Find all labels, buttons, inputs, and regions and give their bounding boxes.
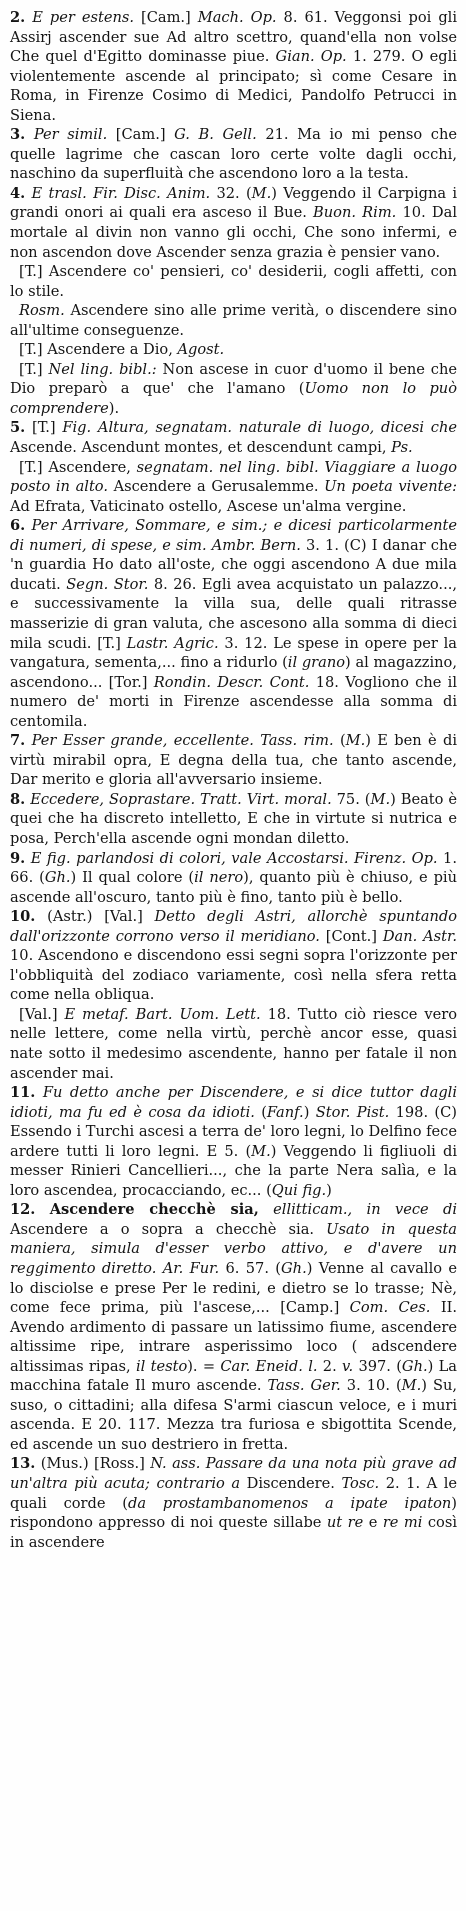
body-text: ) La macchina fatale Il muro ascende. xyxy=(10,1357,457,1395)
sense-paragraph xyxy=(10,458,457,517)
body-text: [T.] xyxy=(19,360,49,378)
body-text: ) Beato è quei che ha discreto intelletto, E che in virtute si nutrica e posa, Perch'ella ascende ogni mondan diletto. xyxy=(10,790,458,847)
body-text: ) al magazzino, ascendono... [Tor.] xyxy=(10,654,457,691)
body-text: ) xyxy=(303,1103,316,1121)
italic-gloss-text: Tosc. xyxy=(341,1475,380,1493)
sense-number: 3. xyxy=(10,126,26,144)
body-text: Ad Efrata, Vaticinato ostello, Ascese un'alma vergine. xyxy=(10,497,407,515)
sense-paragraph xyxy=(10,790,457,849)
italic-gloss-text: Car. Eneid. xyxy=(220,1357,303,1375)
dictionary-entry-ascendere xyxy=(10,8,457,1552)
italic-gloss-text: Rondin. Descr. Cont. xyxy=(153,673,310,691)
bold-headword-text: Ascendere checchè sia, xyxy=(49,1201,259,1219)
italic-gloss-text: Tass. Ger. xyxy=(267,1377,341,1395)
italic-gloss-text: G. B. Gell. xyxy=(174,126,257,144)
sense-paragraph xyxy=(10,360,457,419)
italic-gloss-text: ut re xyxy=(326,1514,364,1532)
sense-number: 6. xyxy=(10,517,26,535)
sense-paragraph xyxy=(10,1005,457,1083)
italic-gloss-text: Qui fig. xyxy=(271,1181,327,1199)
sense-number: 10. xyxy=(10,908,36,926)
italic-gloss-text: E per estens. xyxy=(32,9,135,26)
body-text: 32. ( xyxy=(210,184,252,202)
italic-gloss-text: l. xyxy=(308,1357,318,1375)
body-text: (Mus.) [Ross.] xyxy=(35,1455,151,1473)
italic-gloss-text: M. xyxy=(370,790,391,808)
italic-gloss-text: Gian. Op. xyxy=(275,48,347,66)
body-text: [Cam.] xyxy=(134,9,198,26)
body-text: [T.] Ascendere, xyxy=(19,458,137,476)
sense-paragraph xyxy=(10,516,457,731)
sense-number: 13. xyxy=(10,1455,36,1473)
italic-gloss-text: ellitticam., in vece di xyxy=(273,1201,457,1219)
body-text xyxy=(35,1201,49,1218)
italic-gloss-text: Per Esser grande, eccellente. Tass. rim. xyxy=(31,732,334,750)
italic-gloss-text: Eccedere, Soprastare. Tratt. Virt. moral. xyxy=(30,790,332,808)
body-text: 6. 57. ( xyxy=(219,1260,282,1277)
body-text xyxy=(259,1201,273,1218)
sense-paragraph xyxy=(10,849,457,908)
body-text: 10. Dal mortale al divin non vanno gli occhi, Che sono infermi, e non ascendon dove Ascender senza grazia è pensier vano. xyxy=(10,204,457,261)
body-text: ( xyxy=(333,732,346,750)
italic-gloss-text: Per Arrivare, Sommare, e sim.; e dicesi particolarmente di numeri, di spese, e sim. Ambr. Bern. xyxy=(10,517,457,554)
sense-paragraph xyxy=(10,184,457,262)
body-text: ), quanto più è chiuso, e più ascende all'oscuro, tanto più è fino, tanto più è bello. xyxy=(10,869,457,906)
italic-gloss-text: Fig. Altura, segnatam. naturale di luogo, dicesi che xyxy=(62,419,457,437)
body-text: Ascendere a o sopra a checchè sia. xyxy=(10,1220,327,1238)
body-text xyxy=(35,1084,43,1101)
body-text: ) rispondono appresso di noi queste sillabe xyxy=(10,1494,457,1532)
body-text: così in ascendere xyxy=(10,1514,457,1551)
body-text: Ascendere a Gerusalemme. xyxy=(107,478,325,496)
body-text: 1. 279. O egli violentemente ascende al principato; sì come Cesare in Roma, in Firenze Cosimo di Medici, Pandolfo Petrucci in Siena. xyxy=(10,48,457,124)
italic-gloss-text: M. xyxy=(345,732,366,750)
italic-gloss-text: Per simil. xyxy=(33,126,108,144)
italic-gloss-text: E fig. parlandosi di colori, vale Accostarsi. Firenz. Op. xyxy=(30,849,438,867)
italic-gloss-text: M. xyxy=(401,1377,422,1395)
sense-paragraph xyxy=(10,731,457,790)
italic-gloss-text: da prostambanomenos a ipate ipaton xyxy=(128,1494,452,1512)
body-text: 1. 66. ( xyxy=(10,849,457,887)
italic-gloss-text: Mach. Op. xyxy=(197,9,277,26)
body-text: e xyxy=(363,1514,383,1532)
sense-paragraph xyxy=(10,418,457,457)
sense-number: 9. xyxy=(10,849,26,867)
italic-gloss-text: Dan. Astr. xyxy=(382,927,457,945)
italic-gloss-text: E trasl. Fir. Disc. Anim. xyxy=(31,184,211,202)
italic-gloss-text: Segn. Stor. xyxy=(66,575,149,593)
body-text: (Astr.) [Val.] xyxy=(35,908,155,926)
italic-gloss-text: re mi xyxy=(382,1514,423,1532)
italic-gloss-text: Usato in questa maniera, simula d'esser verbo attivo, e d'avere un reggimento diretto. Ar. Fur. xyxy=(10,1220,457,1277)
italic-gloss-text: Detto degli Astri, allorchè spuntando dall'orizzonte corrono verso il meridiano. xyxy=(10,908,457,945)
body-text: ) E ben è di virtù mirabil opra, E degna della tua, che tanto ascende, Dar merito e gloria all'avversario insieme. xyxy=(10,732,458,789)
body-text: 18. Vogliono che il numero de' morti in Firenze ascendesse alla somma di centomila. xyxy=(10,673,457,730)
italic-gloss-text: il nero xyxy=(194,869,244,887)
sense-paragraph xyxy=(10,1454,457,1552)
italic-gloss-text: M. xyxy=(251,1142,271,1160)
body-text: [Cam.] xyxy=(107,126,175,144)
body-text: [T.] Ascendere a Dio, xyxy=(19,341,178,359)
sense-paragraph xyxy=(10,125,457,184)
body-text: 2. 1. A le quali corde ( xyxy=(10,1475,457,1512)
italic-gloss-text: Lastr. Agric. xyxy=(126,634,219,652)
italic-gloss-text: il testo xyxy=(135,1357,188,1375)
body-text: ) Veggendo il Carpigna i grandi onori ai quali era asceso il Bue. xyxy=(10,184,458,222)
sense-paragraph xyxy=(10,1083,457,1200)
body-text: 18. Tutto ciò riesce vero nelle lettere, come nella virtù, perchè ancor esse, quasi nate sotto il medesimo ascendente, hanno per fatale il non ascender mai. xyxy=(10,1005,458,1082)
body-text: ) Veggendo li figliuoli di messer Rinieri Cancellieri..., che la parte Nera salìa, e la loro ascendea, procacciando, ec... ( xyxy=(10,1142,457,1199)
body-text: 21. Ma io mi penso che quelle lagrime che cascan loro certe volte dagli occhi, naschino da superfluità che ascendono loro a la testa. xyxy=(10,126,458,183)
italic-gloss-text: il grano xyxy=(287,654,346,672)
sense-number: 2. xyxy=(10,9,26,26)
sense-paragraph xyxy=(10,262,457,301)
italic-gloss-text: Ps. xyxy=(391,439,413,457)
body-text: ( xyxy=(254,1103,267,1121)
sense-paragraph xyxy=(10,8,457,125)
italic-gloss-text: N. ass. Passare da una nota più grave ad un'altra più acuta; contrario a xyxy=(10,1455,457,1493)
italic-gloss-text: Uomo non lo può comprendere xyxy=(10,380,457,417)
sense-paragraph xyxy=(10,301,457,340)
body-text: Non ascese in cuor d'uomo il bene che Dio preparò a que' che l'amano ( xyxy=(10,360,457,398)
body-text: [T.] Ascendere co' pensieri, co' desiderii, cogli affetti, con lo stile. xyxy=(10,263,457,300)
sense-number: 11. xyxy=(10,1084,36,1102)
sense-number: 7. xyxy=(10,732,26,750)
body-text: ) Su, suso, o cittadini; alla difesa S'armi ciascun veloce, e i muri ascenda. E 20. 117. Mezza tra furiosa e sbigottita Scende, ed ascende un suo destriero in fretta. xyxy=(10,1377,458,1453)
body-text: 3. 10. ( xyxy=(340,1377,402,1395)
body-text: [T.] xyxy=(25,419,63,437)
italic-gloss-text: segnatam. nel ling. bibl. Viaggiare a luogo posto in alto. xyxy=(10,458,457,496)
italic-gloss-text: E metaf. Bart. Uom. Lett. xyxy=(64,1005,261,1023)
sense-paragraph xyxy=(10,340,457,360)
sense-number: 8. xyxy=(10,790,26,808)
sense-number: 12. xyxy=(10,1201,36,1219)
body-text: 2. xyxy=(317,1357,342,1375)
italic-gloss-text: Un poeta vivente: xyxy=(324,478,458,496)
italic-gloss-text: Fanf. xyxy=(266,1103,304,1121)
italic-gloss-text: Rosm. xyxy=(19,302,65,320)
italic-gloss-text: Gh. xyxy=(281,1260,307,1277)
sense-number: 4. xyxy=(10,184,26,202)
italic-gloss-text: Com. Ces. xyxy=(349,1299,431,1317)
body-text: 397. ( xyxy=(353,1357,402,1375)
body-text: Ascende. Ascendunt montes, et descendunt campi, xyxy=(10,439,392,457)
italic-gloss-text: Agost. xyxy=(177,341,225,359)
body-text: ). = xyxy=(187,1357,221,1375)
body-text: 3. 1. (C) I danar che 'n guardia Ho dato all'oste, che oggi ascendono A due mila ducati. xyxy=(10,536,458,593)
body-text: 8. 61. Veggonsi poi gli Assirj ascender sue Ad altro scettro, quand'ella non volse Che quel d'Egitto dominasse piue. xyxy=(10,9,457,66)
italic-gloss-text: Fu detto anche per Discendere, e si dice tuttor dagli idioti, ma fu ed è cosa da idioti. xyxy=(10,1084,457,1121)
body-text: [Cont.] xyxy=(319,927,383,945)
body-text: Discendere. xyxy=(240,1475,342,1493)
body-text: 3. 12. Le spese in opere per la vangatura, sementa,... fino a ridurlo ( xyxy=(10,634,457,672)
body-text: ) Il qual colore ( xyxy=(70,869,195,887)
italic-gloss-text: Nel ling. bibl.: xyxy=(48,360,157,378)
body-text: 8. 26. Egli avea acquistato un palazzo..., e successivamente la villa sua, delle quali ritrasse masserizie di gran valuta, che ascesono alla somma di dieci mila scudi. [T.] xyxy=(10,575,457,652)
body-text: II. Avendo ardimento di passare un latissimo fiume, ascendere altissime ripe, intrare asperissimo loco ( adscendere altissimas ripas, xyxy=(10,1299,458,1375)
italic-gloss-text: Gh. xyxy=(44,869,71,887)
body-text: ). xyxy=(108,399,120,417)
body-text xyxy=(25,126,34,143)
italic-gloss-text: Stor. Pist. xyxy=(315,1103,390,1121)
sense-paragraph xyxy=(10,1200,457,1454)
body-text: [Val.] xyxy=(19,1005,65,1023)
italic-gloss-text: Gh. xyxy=(401,1357,428,1375)
italic-gloss-text: M. xyxy=(251,184,272,202)
body-text: 198. (C) Essendo i Turchi ascesi a terra de' loro legni, lo Delfino fece ardere tutti li loro legni. E 5. ( xyxy=(10,1103,457,1160)
body-text: ) xyxy=(326,1181,332,1199)
body-text: 75. ( xyxy=(331,790,371,808)
italic-gloss-text: Buon. Rim. xyxy=(313,204,397,222)
body-text: 10. Ascendono e discendono essi segni sopra l'orizzonte per l'obbliquità del zodiaco variamente, così nella sfera retta come nella obliqua. xyxy=(10,947,457,1004)
body-text: Ascendere sino alle prime verità, o discendere sino all'ultime conseguenze. xyxy=(10,302,457,339)
sense-number: 5. xyxy=(10,419,26,437)
sense-paragraph xyxy=(10,907,457,1005)
body-text: ) Venne al cavallo e lo disciolse e prese Per le redini, e dietro se lo trasse; Nè, come fece prima, più l'ascese,... [Camp.] xyxy=(10,1260,458,1317)
italic-gloss-text: v. xyxy=(342,1357,354,1375)
